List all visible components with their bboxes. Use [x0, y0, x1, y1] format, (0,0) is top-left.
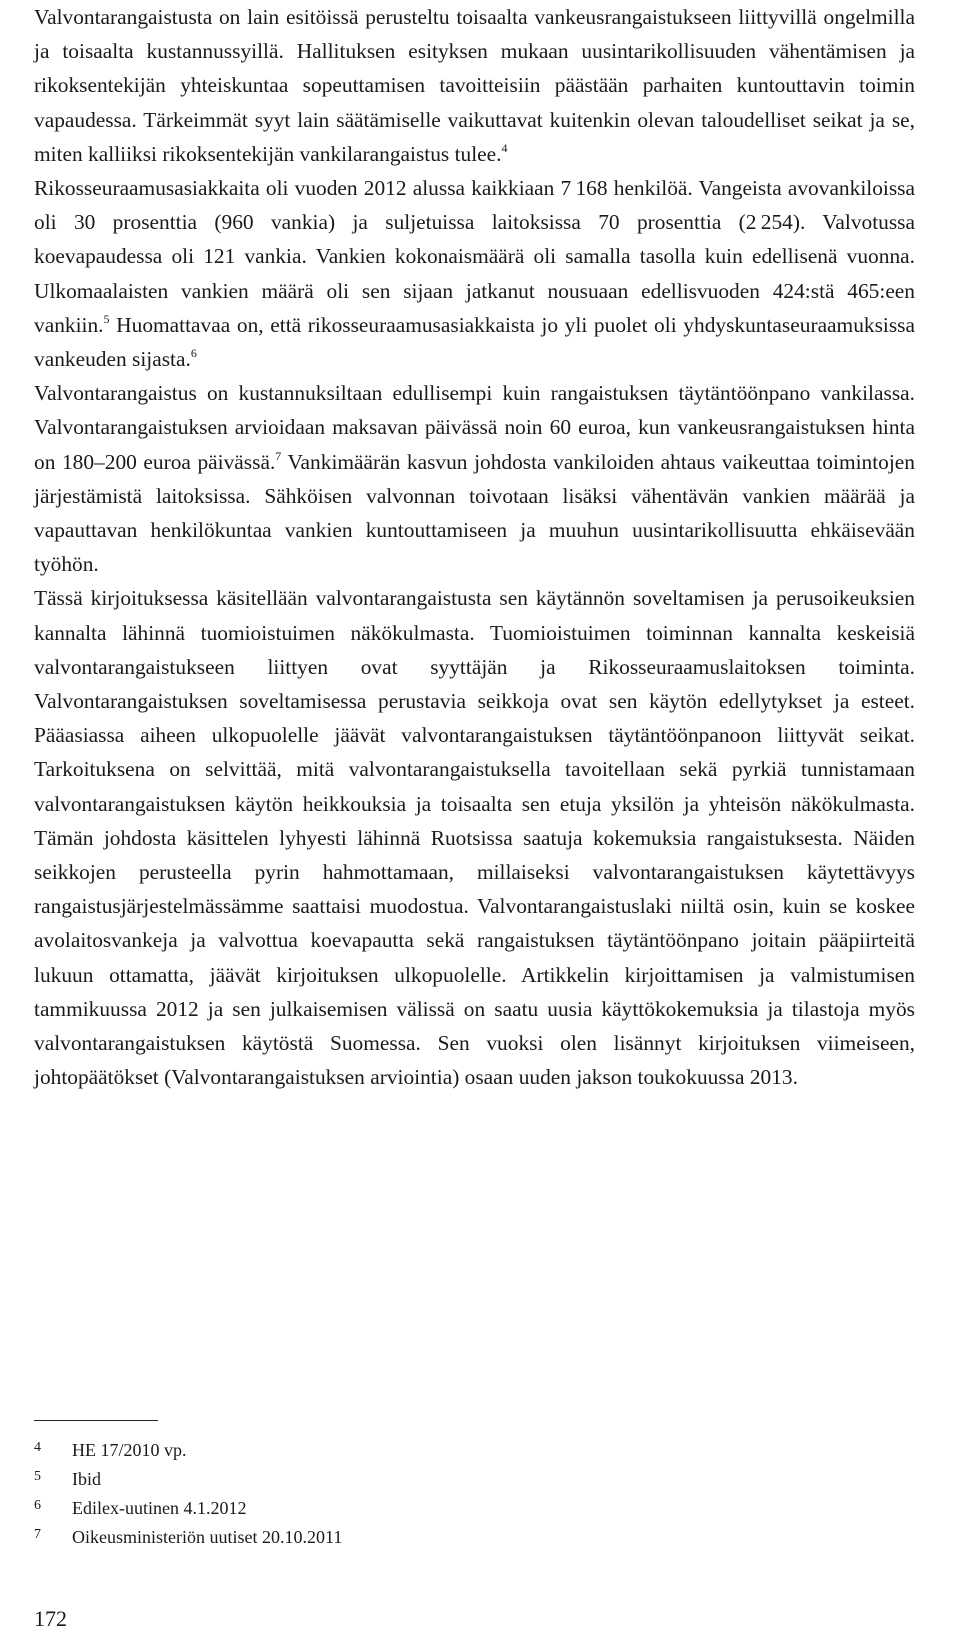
body-text: [34, 0, 915, 1095]
footnotes: [34, 1437, 734, 1553]
paragraph-1: [34, 0, 915, 171]
text-run: Tässä kirjoituksessa käsitellään valvontarangaistusta sen käytännön soveltamisen ja perusoikeuksien kannalta lähinnä tuomioistuimen näkökulmasta. Tuomioistuimen toiminnan kannalta keskeisiä valvontarangaistukseen liittyen ovat syyttäjän ja Rikosseuraamuslaitoksen toiminta. Valvontarangaistuksen soveltamisessa perustavia seikkoja ovat sen käytön edellytykset ja esteet. Pääasiassa aiheen ulkopuolelle jäävät valvontarangaistuksen täytäntöönpanoon liittyvät seikat. Tarkoituksena on selvittää, mitä valvontarangaistuksella tavoitellaan sekä pyrkiä tunnistamaan valvontarangaistuksen käytön heikkouksia ja toisaalta sen etuja yksilön ja yhteisön näkökulmasta. Tämän johdosta käsittelen lyhyesti lähinnä Ruotsissa saatuja kokemuksia rangaistuksesta. Näiden seikkojen perusteella pyrin hahmottamaan, millaiseksi valvontarangaistuksen käytettävyys rangaistusjärjestelmässämme saattaisi muodostua. Valvontarangaistuslaki niiltä osin, kuin se koskee avolaitosvankeja ja valvottua koevapautta sekä rangaistuksen täytäntöönpano joitain pääpiirteitä lukuun ottamatta, jäävät kirjoituksen ulkopuolelle. Artikkelin kirjoittamisen ja valmistumisen tammikuussa 2012 ja sen julkaisemisen välissä on saatu uusia käyttökokemuksia ja tilastoja myös valvontarangaistuksen käytöstä Suomessa. Sen vuoksi olen lisännyt kirjoituksen viimeiseen, johtopäätökset (Valvontarangaistuksen arviointia) osaan uuden jakson toukokuussa 2013.: [34, 586, 915, 1090]
footnote-item: [34, 1437, 734, 1466]
footnote-item: [34, 1524, 734, 1553]
paragraph-2: [34, 171, 915, 376]
footnote-text: Oikeusministeriön uutiset 20.10.2011: [72, 1527, 343, 1547]
footnote-item: [34, 1495, 734, 1524]
footnote-number: 7: [34, 1527, 41, 1542]
footnote-number: 6: [34, 1498, 41, 1513]
text-run: Valvontarangaistus on kustannuksiltaan edullisempi kuin rangaistuksen täytäntöönpano vankilassa. Valvontarangaistuksen arvioidaan maksavan päivässä noin 60 euroa, kun vankeusrangaistuksen hinta on 180–200 euroa päivässä.: [34, 381, 915, 474]
footnote-ref[interactable]: 5: [103, 311, 110, 326]
footnote-text: Edilex-uutinen 4.1.2012: [72, 1498, 247, 1518]
footnote-ref[interactable]: 4: [501, 140, 508, 155]
paragraph-4: [34, 581, 915, 1094]
text-run: Huomattavaa on, että rikosseuraamusasiakkaista jo yli puolet oli yhdyskuntaseuraamuksissa vankeuden sijasta.: [34, 312, 915, 372]
footnote-number: 5: [34, 1469, 41, 1484]
page-content: [34, 0, 915, 1095]
footnote-text: Ibid: [72, 1469, 101, 1489]
footnote-ref[interactable]: 7: [275, 448, 282, 463]
footnote-divider: [34, 1420, 158, 1421]
page-number: 172: [34, 1606, 67, 1631]
text-run: Valvontarangaistusta on lain esitöissä perusteltu toisaalta vankeusrangaistukseen liittyvillä ongelmilla ja toisaalta kustannussyillä. Hallituksen esityksen mukaan uusintarikollisuuden vähentämisen ja rikoksentekijän yhteiskuntaa sopeuttamisen tavoitteisiin päästään parhaiten kuntouttavin toimin vapaudessa. Tärkeimmät syyt lain säätämiselle vaikuttavat kuitenkin olevan taloudelliset seikat ja se, miten kalliiksi rikoksentekijän vankilarangaistus tulee.: [34, 5, 915, 166]
footnote-number: 4: [34, 1440, 41, 1455]
text-run: Vankimäärän kasvun johdosta vankiloiden ahtaus vaikeuttaa toimintojen järjestämistä laitoksissa. Sähköisen valvonnan toivotaan lisäksi vähentävän vankien määrää ja vapauttavan henkilökuntaa vankien kuntouttamiseen ja muuhun uusintarikollisuutta ehkäisevään työhön.: [34, 449, 915, 577]
footnote-ref[interactable]: 6: [190, 346, 197, 361]
footnote-text: HE 17/2010 vp.: [72, 1440, 187, 1460]
text-run: Rikosseuraamusasiakkaita oli vuoden 2012 alussa kaikkiaan 7 168 henkilöä. Vangeista avovankiloissa oli 30 prosenttia (960 vankia) ja suljetuissa laitoksissa 70 prosenttia (2 254). Valvotussa koevapaudessa oli 121 vankia. Vankien kokonaismäärä oli samalla tasolla kuin edellisenä vuonna. Ulkomaalaisten vankien määrä oli sen sijaan jatkanut nousuaan edellisvuoden 424:stä 465:een vankiin.: [34, 176, 915, 337]
paragraph-3: [34, 376, 915, 581]
footnote-item: [34, 1466, 734, 1495]
